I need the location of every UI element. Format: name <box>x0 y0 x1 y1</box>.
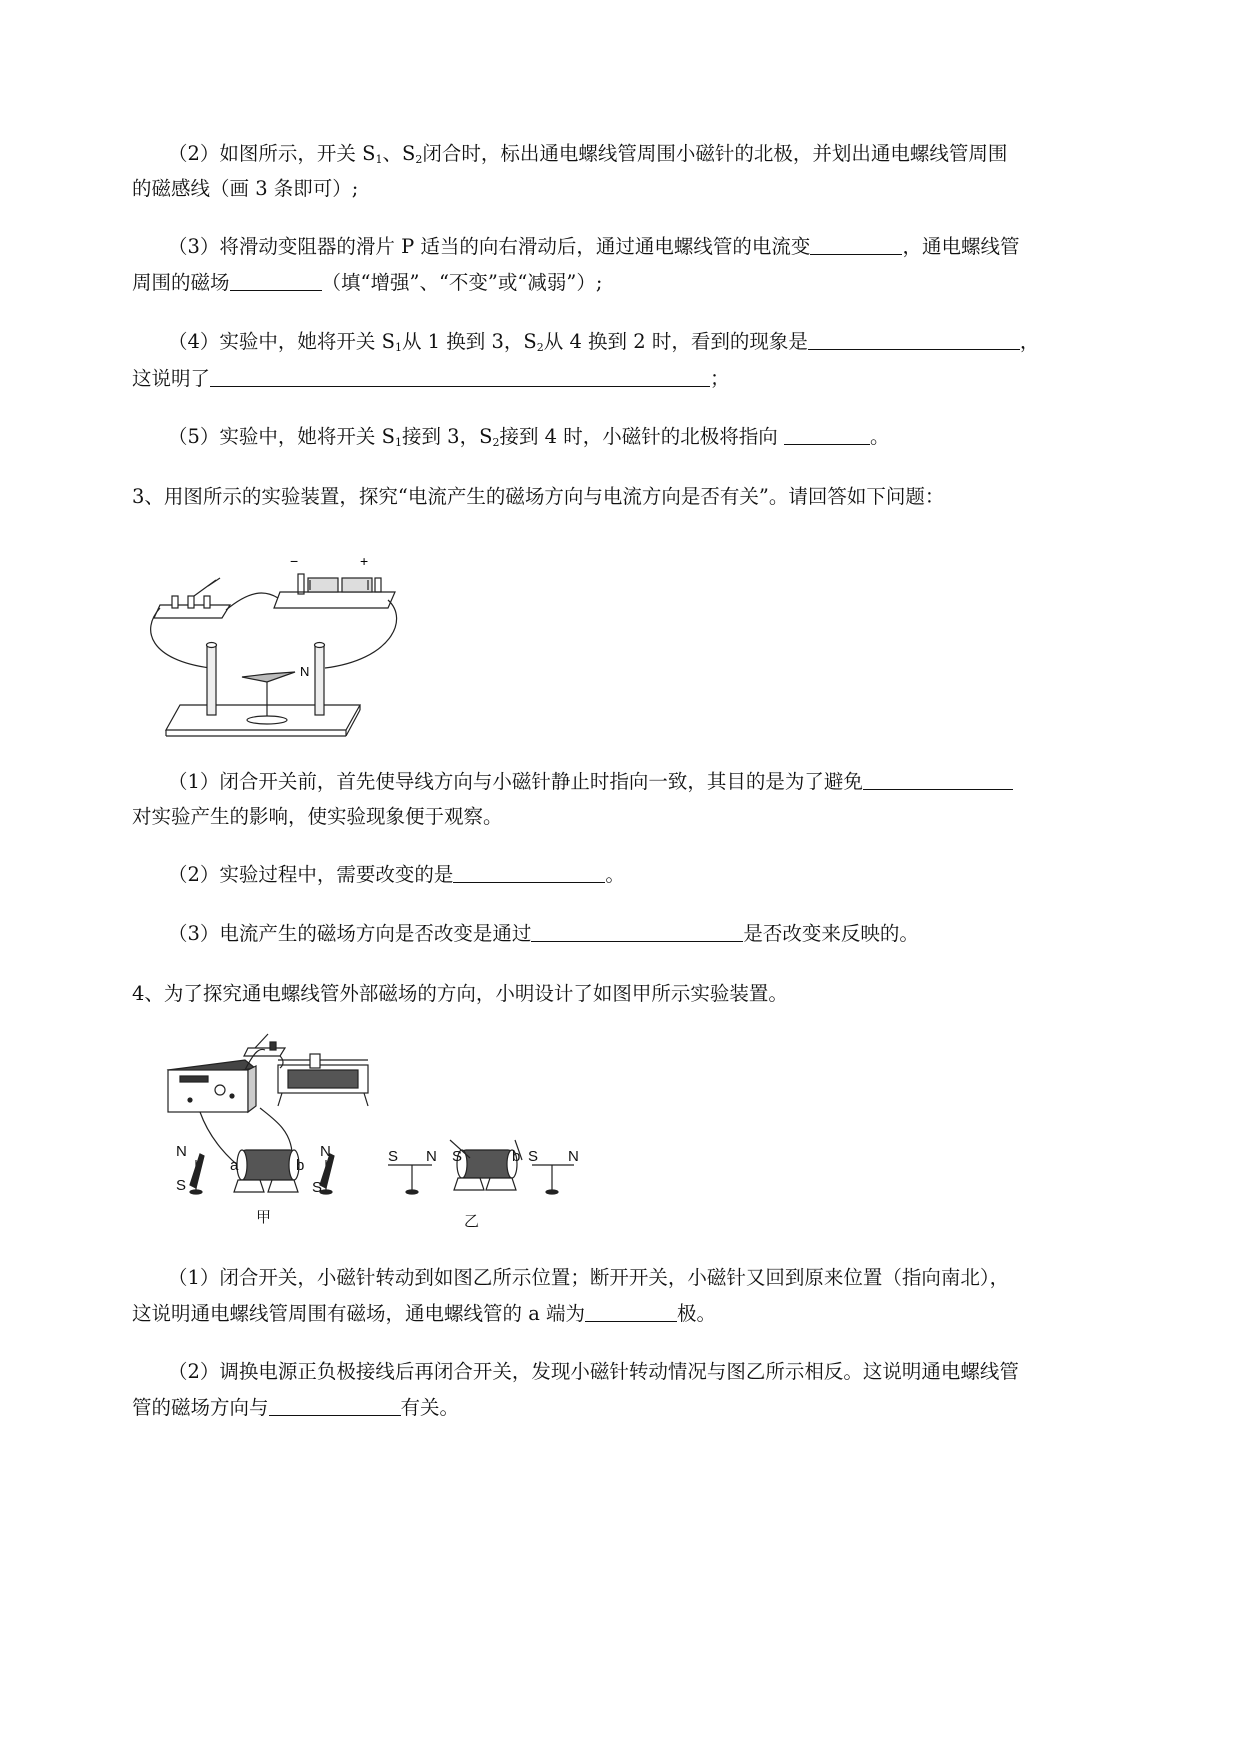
q4-figure <box>160 1030 600 1230</box>
answer-blank[interactable] <box>585 1299 677 1322</box>
answer-blank[interactable] <box>808 327 1020 350</box>
q3-p3-line1: （3）电流产生的磁场方向是否改变是通过 是否改变来反映的。 <box>168 919 919 949</box>
q2-p2-line2: 的磁感线（画 3 条即可）; <box>132 177 359 200</box>
q3-figure <box>150 550 410 750</box>
q2-p3-line2: 周围的磁场 （填“增强”、“不变”或“减弱”）; <box>132 268 602 298</box>
answer-blank[interactable] <box>784 422 870 445</box>
q3-p1-line2: 对实验产生的影响，使实验现象便于观察。 <box>132 805 503 828</box>
answer-blank[interactable] <box>810 232 902 255</box>
north-label: N <box>300 664 310 679</box>
q2-p2-line1: （2）如图所示，开关 $S_1$、$S_2$闭合时，标出通电螺线管周围小磁针的北极，并划出通电螺线管周围 <box>168 142 1008 166</box>
q4-p2-line2: 管的磁场方向与 有关。 <box>132 1393 459 1423</box>
label-s-4: S <box>452 1148 463 1165</box>
q4-stem: 4、为了探究通电螺线管外部磁场的方向，小明设计了如图甲所示实验装置。 <box>132 982 788 1005</box>
q4-p1-line1: （1）闭合开关，小磁针转动到如图乙所示位置；断开开关，小磁针又回到原来位置（指向南北）， <box>168 1266 1010 1289</box>
answer-blank[interactable] <box>863 767 1013 790</box>
answer-blank[interactable] <box>269 1393 401 1416</box>
label-b: b <box>296 1157 305 1174</box>
answer-blank[interactable] <box>210 364 710 387</box>
answer-blank[interactable] <box>453 860 605 883</box>
q3-p2-line1: （2）实验过程中，需要改变的是 。 <box>168 860 625 890</box>
q4-p1-line2: 这说明通电螺线管周围有磁场，通电螺线管的 a 端为 极。 <box>132 1299 716 1329</box>
label-s-3: S <box>388 1148 399 1165</box>
label-a: a <box>230 1157 239 1174</box>
answer-blank[interactable] <box>230 268 322 291</box>
q2-p3-line1: （3）将滑动变阻器的滑片 P 适当的向右滑动后，通过通电螺线管的电流变 ，通电螺线管 <box>168 232 1019 262</box>
label-s-2: S <box>312 1179 323 1196</box>
label-n-1: N <box>176 1143 187 1160</box>
q2-p4-line2: 这说明了 ； <box>132 364 730 394</box>
plus-label: + <box>360 553 369 569</box>
label-n-2: N <box>320 1143 331 1160</box>
label-s-1: S <box>176 1177 187 1194</box>
q2-p5-line1: （5）实验中，她将开关 $S_1$接到 3，$S_2$接到 4 时，小磁针的北极将指向 。 <box>168 422 889 458</box>
minus-label: − <box>290 553 299 569</box>
q4-p2-line1: （2）调换电源正负极接线后再闭合开关，发现小磁针转动情况与图乙所示相反。这说明通电螺线管 <box>168 1360 1019 1383</box>
answer-blank[interactable] <box>531 919 743 942</box>
q3-p1-line1: （1）闭合开关前，首先使导线方向与小磁针静止时指向一致，其目的是为了避免 <box>168 767 1013 797</box>
label-yi: 乙 <box>464 1213 480 1230</box>
label-jia: 甲 <box>256 1209 272 1226</box>
label-b-2: b <box>512 1148 521 1165</box>
label-s-5: S <box>528 1148 539 1165</box>
q2-p4-line1: （4）实验中，她将开关 $S_1$从 1 换到 3，$S_2$从 4 换到 2 时，看到的现象是 ， <box>168 327 1039 363</box>
label-n-3: N <box>426 1148 437 1165</box>
q3-stem: 3、用图所示的实验装置，探究“电流产生的磁场方向与电流方向是否有关”。请回答如下问题： <box>132 485 945 508</box>
label-n-4: N <box>568 1148 579 1165</box>
